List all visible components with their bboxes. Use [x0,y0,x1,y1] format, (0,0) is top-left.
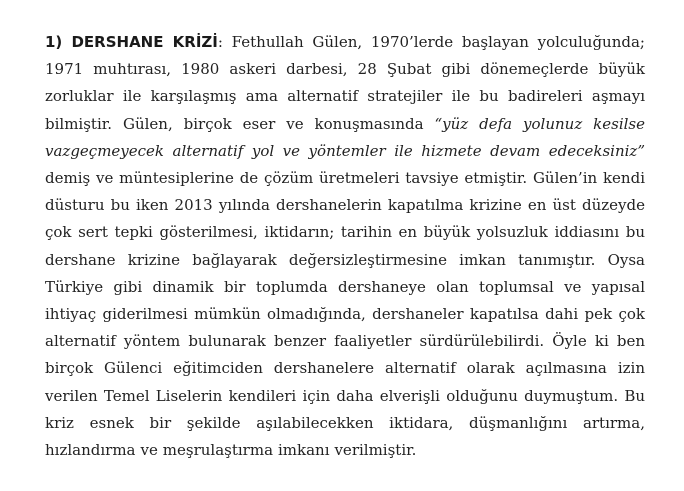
paragraph-text-part1: Fethullah Gülen, 1970’lerde başlayan yolculuğunda; 1971 muhtırası, 1980 askeri darbesi, 28 Şubat gibi dönemeçlerde büyük zorluklar ile karşılaşmış ama alternatif stratejiler ile bu badireleri aşmayı bilmiştir. Gülen, birçok eser ve konuşmasında [45,33,645,133]
section-heading: 1) DERSHANE KRİZİ [45,33,218,51]
heading-colon: : [217,33,223,51]
italic-quote: “yüz defa yolunuz kesilse vazgeçmeyecek alternatif yol ve yöntemler ile hizmete devam edeceksiniz” [45,114,646,160]
paragraph-text-part2: demiş ve müntesiplerine de çözüm üretmeleri tavsiye etmiştir. Gülen’in kendi düsturu bu iken 2013 yılında dershanelerin kapatılma krizine en üst düzeyde çok sert tepki gösterilmesi, iktidarın; tarihin en büyük yolsuzluk iddiasını bu dershane krizine bağlayarak değersizleştirmesine imkan tanımıştır. Oysa Türkiye gibi dinamik bir toplumda dershaneye olan toplumsal ve yapısal ihtiyaç giderilmesi mümkün olmadığında, dershaneler kapatılsa dahi pek çok alternatif yöntem bulunarak benzer faaliyetler sürdürülebilirdi. Öyle ki ben birçok Gülenci eğitimciden dershanelere alternatif olarak açılmasına izin verilen Temel Liselerin kendileri için daha elverişli olduğunu duymuştum. Bu kriz esnek bir şekilde aşılabilecekken iktidara, düşmanlığını artırma, hızlandırma ve meşrulaştırma imkanı verilmiştir. [45,169,645,460]
body-paragraph [45,29,645,464]
